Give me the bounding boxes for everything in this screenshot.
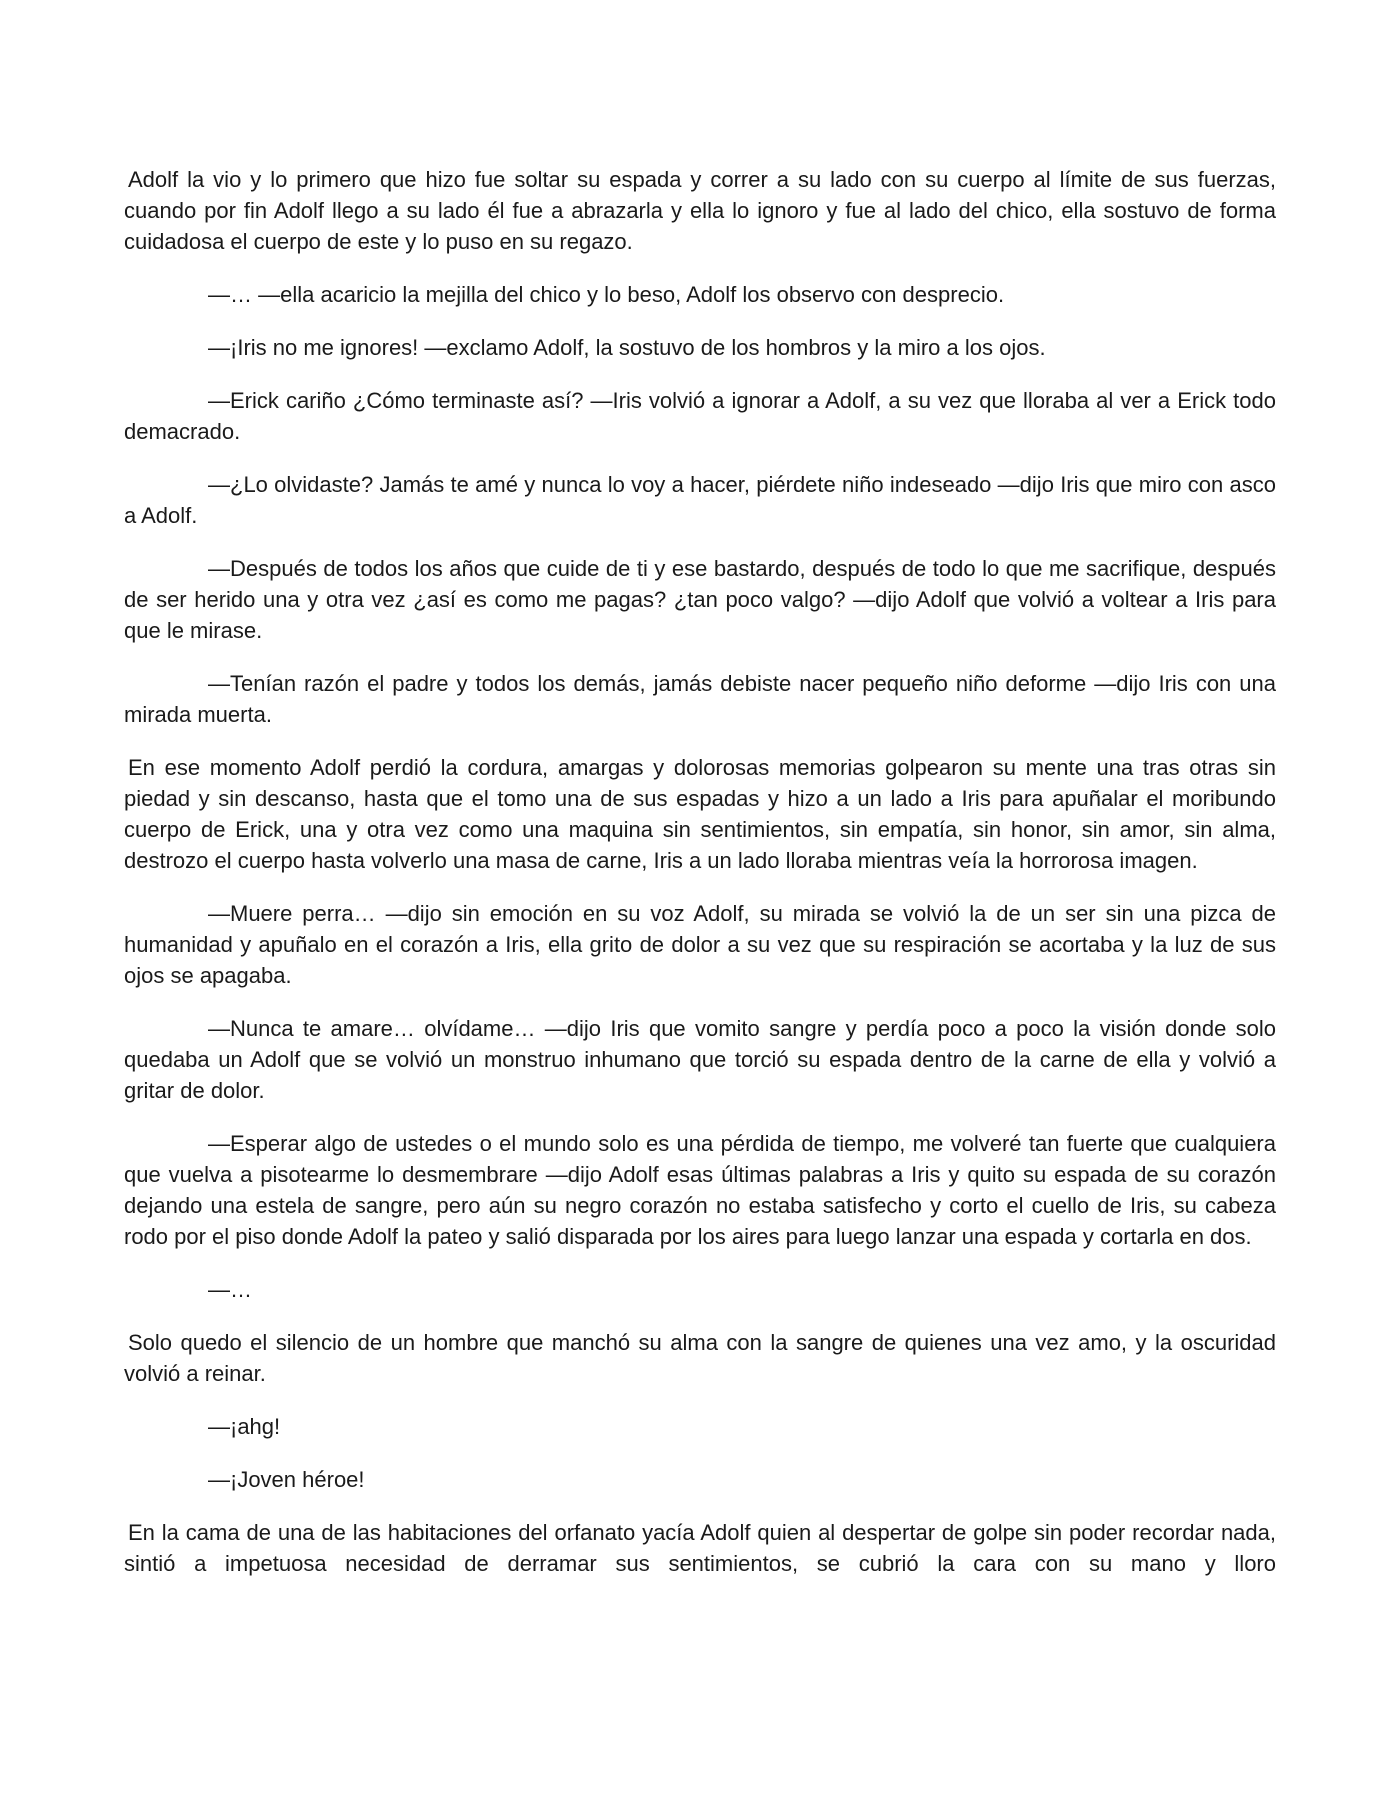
dialogue-line: —¿Lo olvidaste? Jamás te amé y nunca lo voy a hacer, piérdete niño indeseado —dijo Iris que miro con asco a Adolf. xyxy=(124,472,1276,528)
dialogue-line: —¡Iris no me ignores! —exclamo Adolf, la sostuvo de los hombros y la miro a los ojos. xyxy=(208,335,1046,360)
paragraph: En la cama de una de las habitaciones del orfanato yacía Adolf quien al despertar de golpe sin poder recordar nada, sintió a impetuosa necesidad de derramar sus sentimientos, se cubrió la cara con su mano y lloro xyxy=(124,1520,1276,1576)
dialogue-line: —Esperar algo de ustedes o el mundo solo es una pérdida de tiempo, me volveré tan fuerte que cualquiera que vuelva a pisotearme lo desmembrare —dijo Adolf esas últimas palabras a Iris y quito su espada de su corazón dejando una estela de sangre, pero aún su negro corazón no estaba satisfecho y corto el cuello de Iris, su cabeza rodo por el piso donde Adolf la pateo y salió disparada por los aires para luego lanzar una espada y cortarla en dos. xyxy=(124,1131,1276,1249)
paragraph: En ese momento Adolf perdió la cordura, amargas y dolorosas memorias golpearon su mente una tras otras sin piedad y sin descanso, hasta que el tomo una de sus espadas y hizo a un lado a Iris para apuñalar el moribundo cuerpo de Erick, una y otra vez como una maquina sin sentimientos, sin empatía, sin honor, sin amor, sin alma, destrozo el cuerpo hasta volverlo una masa de carne, Iris a un lado lloraba mientras veía la horrorosa imagen. xyxy=(124,755,1276,873)
document-page xyxy=(124,164,1276,1601)
dialogue-line: —Muere perra… —dijo sin emoción en su voz Adolf, su mirada se volvió la de un ser sin una pizca de humanidad y apuñalo en el corazón a Iris, ella grito de dolor a su vez que su respiración se acortaba y la luz de sus ojos se apagaba. xyxy=(124,901,1276,988)
dialogue-line: —Después de todos los años que cuide de ti y ese bastardo, después de todo lo que me sacrifique, después de ser herido una y otra vez ¿así es como me pagas? ¿tan poco valgo? —dijo Adolf que volvió a voltear a Iris para que le mirase. xyxy=(124,556,1276,643)
dialogue-line: —Erick cariño ¿Cómo terminaste así? —Iris volvió a ignorar a Adolf, a su vez que lloraba al ver a Erick todo demacrado. xyxy=(124,388,1276,444)
paragraph: Solo quedo el silencio de un hombre que manchó su alma con la sangre de quienes una vez amo, y la oscuridad volvió a reinar. xyxy=(124,1330,1276,1386)
paragraph: Adolf la vio y lo primero que hizo fue soltar su espada y correr a su lado con su cuerpo al límite de sus fuerzas, cuando por fin Adolf llego a su lado él fue a abrazarla y ella lo ignoro y fue al lado del chico, ella sostuvo de forma cuidadosa el cuerpo de este y lo puso en su regazo. xyxy=(124,167,1276,254)
dialogue-line: —Tenían razón el padre y todos los demás, jamás debiste nacer pequeño niño deforme —dijo Iris con una mirada muerta. xyxy=(124,671,1276,727)
dialogue-line: —… xyxy=(208,1277,252,1302)
dialogue-line: —¡ahg! xyxy=(208,1414,281,1439)
dialogue-line: —Nunca te amare… olvídame… —dijo Iris que vomito sangre y perdía poco a poco la visión donde solo quedaba un Adolf que se volvió un monstruo inhumano que torció su espada dentro de la carne de ella y volvió a gritar de dolor. xyxy=(124,1016,1276,1103)
dialogue-line: —… —ella acaricio la mejilla del chico y lo beso, Adolf los observo con desprecio. xyxy=(208,282,1005,307)
dialogue-line: —¡Joven héroe! xyxy=(208,1467,365,1492)
